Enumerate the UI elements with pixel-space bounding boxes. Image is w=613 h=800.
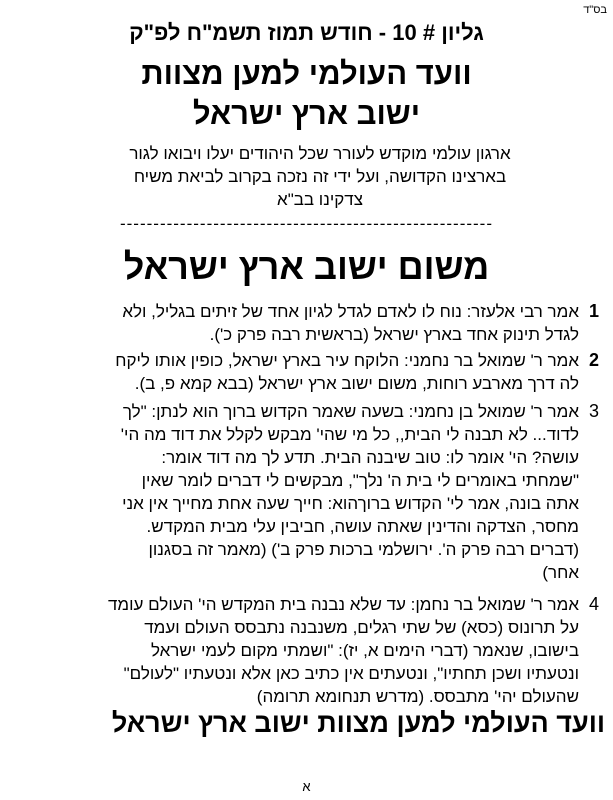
title-line-1: וועד העולמי למען מצוות <box>141 56 472 91</box>
quote-line: אמר ר' שמואל בר נחמן: עד שלא נבנה בית המקדש הי' העולם עומד <box>107 595 579 614</box>
quote-number: 1 <box>588 301 599 321</box>
quote-text <box>9 349 579 395</box>
quote-line: "שמחתי באומרים לי בית ה' נלך", מבקשים לי דברים לומר שאין <box>141 471 579 490</box>
quote-line: בישובו, שנאמר (דברי הימים א, יז): "ושמתי מקום לעמי ישראל <box>150 641 579 660</box>
quote-line: מחסר, הצדקה והדינין שאתה עושה, חביבין עלי מבית המקדש. <box>146 517 579 536</box>
quote-number: 4 <box>588 594 599 614</box>
quote-line: עושה? הי' אומר לו: טוב שיבנה הבית. תדע לך מה דוד אומר: <box>161 448 579 467</box>
quote-text <box>9 400 579 584</box>
quote-line: אחר) <box>542 563 579 582</box>
quote-line: (דברים רבה פרק ה'. ירושלמי ברכות פרק ב') (מאמר זה בסגנון <box>148 540 579 559</box>
quote-item <box>9 593 599 708</box>
quote-line: אמר ר' שמואל בר נחמני: הלוקח עיר בארץ ישראל, כופין אותו ליקח <box>115 351 579 370</box>
quote-text <box>9 593 579 708</box>
main-heading: משום ישוב ארץ ישראל <box>123 246 490 287</box>
page-number: א <box>302 779 311 794</box>
quote-number: 3 <box>588 401 599 421</box>
quote-line: אתה בונה, אמר לי' הקדוש ברוךהוא: חייך שעה אחת מחייך אין אני <box>122 494 579 513</box>
quote-line: שהעולם יהי' מתבסס. (מדרש תנחומא תרומה) <box>256 687 579 706</box>
quote-item <box>9 300 599 346</box>
dashed-divider: -------------------------------------------------------- <box>119 214 494 233</box>
corner-mark: בס"ד <box>583 4 607 16</box>
quote-line: לדוד... לא תבנה לי הבית,, כל מי שהי' מבקש לקלל את דוד מה הי' <box>120 425 579 444</box>
mission-line: צדקינו בב"א <box>277 190 363 209</box>
quote-text <box>9 300 579 346</box>
quote-line: אמר רבי אלעזר: נוח לו לאדם לגדל לגיון אחד של זיתים בגליל, ולא <box>122 302 579 321</box>
quote-number: 2 <box>588 350 599 370</box>
quote-item <box>9 400 599 584</box>
issue-line: גליון # 10 - חודש תמוז תשמ"ח לפ"ק <box>129 20 484 45</box>
quote-line: לגדל תינוק אחד בארץ ישראל (בראשית רבה פרק כ'). <box>209 325 579 344</box>
quote-line: לה דרך מארבע רוחות, משום ישוב ארץ ישראל (בבא קמא פ, ב). <box>134 374 579 393</box>
mission-statement <box>60 142 580 211</box>
quote-line: על תרונוס (כסא) של שתי רגלים, משנבנה נתבסס העולם ועמד <box>144 618 579 637</box>
footer-title: וועד העולמי למען מצוות ישוב ארץ ישראל <box>111 708 605 738</box>
mission-line: בארצינו הקדושה, ועל ידי זה נזכה בקרוב לביאת משיח <box>133 167 507 186</box>
title-line-2: ישוב ארץ ישראל <box>192 96 421 131</box>
quote-line: אמר ר' שמואל בן נחמני: בשעה שאמר הקדוש ברוך הוא לנתן: "לך <box>122 402 579 421</box>
quote-line: ונטעתיו ושכן תחתיו", ונטעתים אין כתיב כאן אלא ונטעתיו "לעולם" <box>123 664 579 683</box>
mission-line: ארגון עולמי מוקדש לעורר שכל היהודים יעלו ויבואו לגור <box>129 144 511 163</box>
quote-item <box>9 349 599 395</box>
